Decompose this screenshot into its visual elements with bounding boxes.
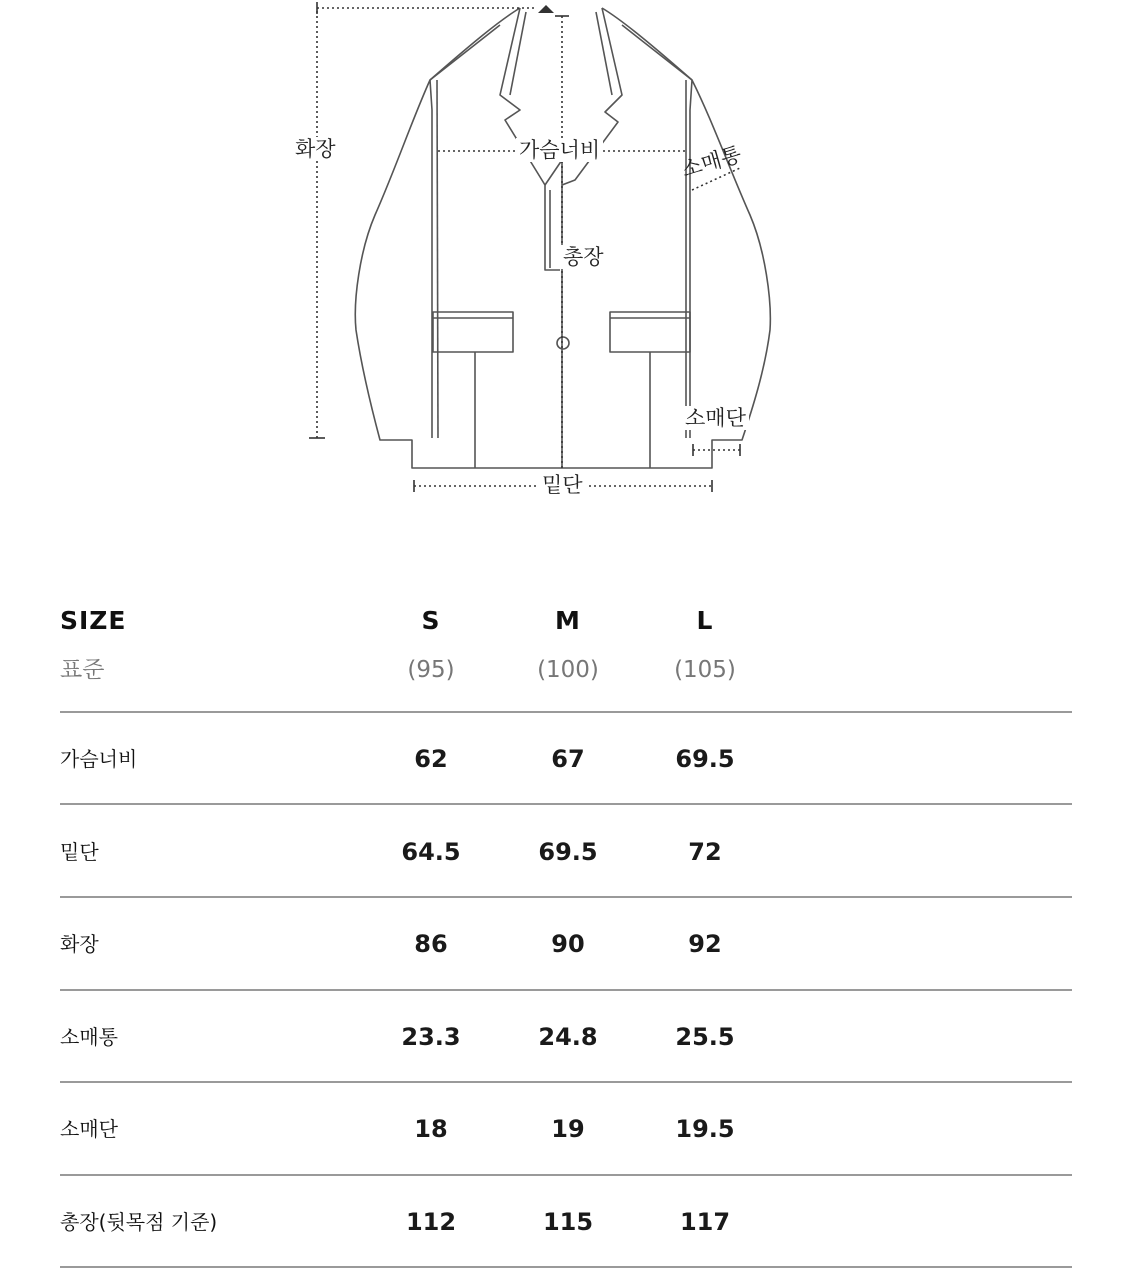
label-sleeve-opening: 소매단	[682, 406, 749, 430]
table-divider	[60, 1174, 1072, 1176]
table-cell: 115	[542, 1208, 594, 1236]
table-divider	[60, 1266, 1072, 1268]
table-divider	[60, 1081, 1072, 1083]
size-header-label: SIZE	[60, 606, 127, 635]
table-cell: 86	[414, 930, 448, 958]
table-divider	[60, 803, 1072, 805]
table-cell: 64.5	[401, 838, 461, 866]
row-label-sleeve-width: 소매통	[60, 1025, 118, 1049]
table-cell: 19	[551, 1115, 585, 1143]
standard-m: (100)	[537, 657, 599, 683]
size-header-l: L	[696, 606, 714, 635]
row-label-total-length: 총장(뒷목점 기준)	[60, 1210, 218, 1234]
table-cell: 69.5	[538, 838, 598, 866]
table-cell: 112	[405, 1208, 457, 1236]
standard-label: 표준	[60, 657, 105, 683]
table-cell: 24.8	[538, 1023, 598, 1051]
table-cell: 62	[414, 745, 448, 773]
label-total-length: 총장	[560, 245, 607, 269]
table-cell: 90	[551, 930, 585, 958]
standard-s: (95)	[407, 657, 455, 683]
table-divider	[60, 989, 1072, 991]
table-cell: 117	[679, 1208, 731, 1236]
size-header-m: M	[555, 606, 581, 635]
standard-l: (105)	[674, 657, 736, 683]
row-label-chest-width: 가슴너비	[60, 747, 138, 771]
table-cell: 18	[414, 1115, 448, 1143]
table-cell: 72	[688, 838, 722, 866]
table-divider	[60, 711, 1072, 713]
label-sleeve-length: 화장	[292, 137, 339, 161]
size-header-s: S	[421, 606, 441, 635]
table-cell: 19.5	[675, 1115, 735, 1143]
table-cell: 92	[688, 930, 722, 958]
table-cell: 67	[551, 745, 585, 773]
row-label-sleeve-opening: 소매단	[60, 1117, 118, 1141]
table-cell: 23.3	[401, 1023, 461, 1051]
label-sleeve-width: 소매통	[678, 142, 744, 182]
table-cell: 69.5	[675, 745, 735, 773]
label-hem: 밑단	[539, 473, 586, 497]
row-label-hem: 밑단	[60, 840, 99, 864]
row-label-sleeve-length: 화장	[60, 932, 99, 956]
table-divider	[60, 896, 1072, 898]
table-cell: 25.5	[675, 1023, 735, 1051]
label-chest-width: 가슴너비	[516, 138, 603, 162]
